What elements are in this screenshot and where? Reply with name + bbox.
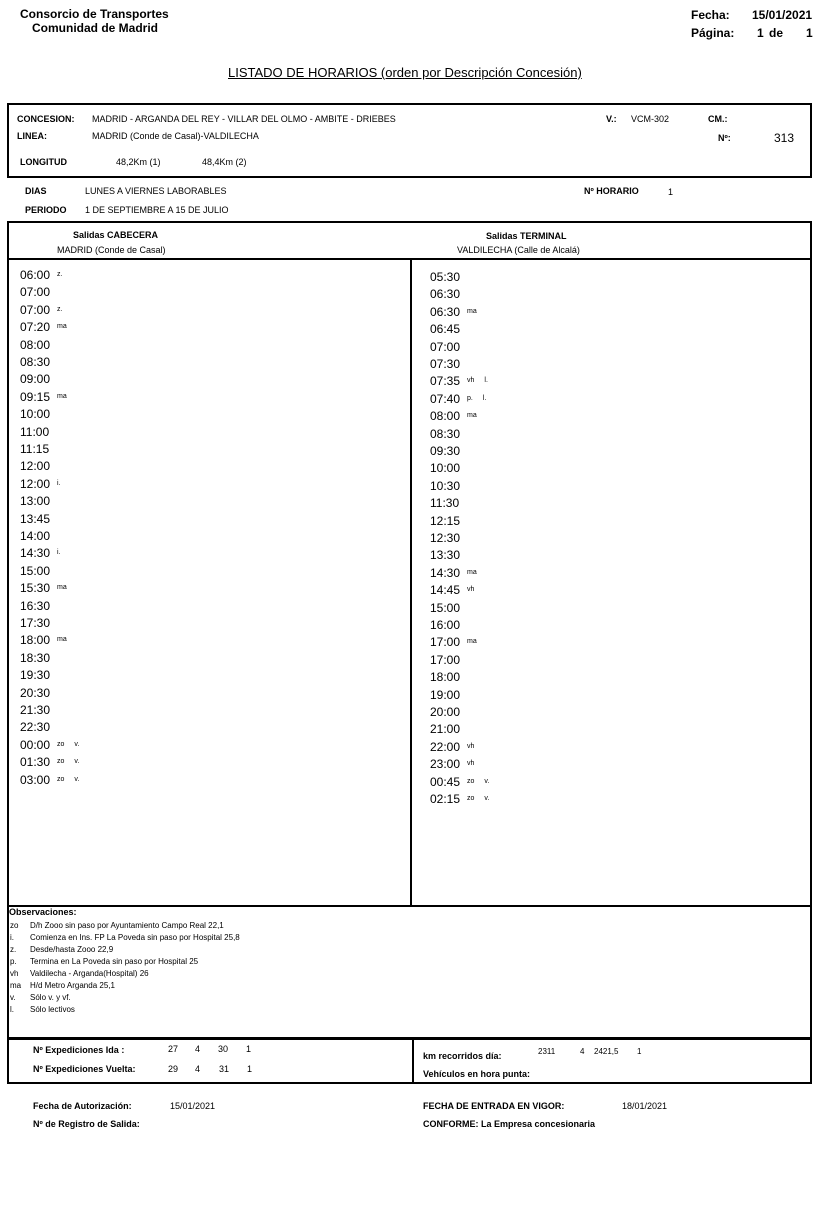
departure-time-row [20, 546, 71, 560]
departure-time: 10:00 [20, 407, 51, 422]
observacion-code: z. [10, 945, 17, 954]
departure-time-row [20, 407, 67, 421]
departure-time-row [430, 653, 477, 667]
departure-code: zo [467, 777, 475, 785]
dias-label: DIAS [25, 186, 47, 196]
departure-code: ma [57, 636, 67, 644]
departure-code: vh [467, 377, 475, 385]
departure-code: zo [57, 758, 65, 766]
departure-time-row [20, 651, 67, 665]
departure-note: l. [482, 394, 487, 402]
departure-time: 20:30 [20, 685, 51, 700]
departure-time: 15:00 [20, 563, 51, 578]
expediciones-box [7, 1038, 812, 1084]
departure-time-row [20, 285, 67, 299]
dias-value: LUNES A VIERNES LABORABLES [85, 186, 227, 196]
exp-vuelta-label: Nº Expediciones Vuelta: [33, 1064, 136, 1074]
departure-time-row [430, 601, 477, 615]
departure-time: 03:00 [20, 772, 51, 787]
departure-time-row [20, 338, 67, 352]
departure-time-row [20, 425, 67, 439]
fecha-label: Fecha: [691, 8, 730, 22]
departure-time-row [20, 686, 67, 700]
departure-code: ma [467, 638, 477, 646]
departure-note: v. [74, 758, 80, 766]
departure-time: 14:30 [430, 565, 461, 580]
departure-time-row [20, 512, 67, 526]
departure-time: 12:15 [430, 513, 461, 528]
departure-time-row [430, 444, 477, 458]
fecha-value: 15/01/2021 [752, 8, 813, 22]
departure-time: 06:45 [430, 322, 461, 337]
expediciones-divider [412, 1038, 414, 1084]
departure-time: 16:00 [430, 618, 461, 632]
departure-time-row [430, 287, 477, 301]
departure-time: 16:30 [20, 598, 51, 613]
observaciones-divider [7, 905, 812, 907]
departure-time-row [20, 738, 79, 752]
org-name-line1: Consorcio de Transportes [20, 7, 169, 21]
observacion-code: p. [10, 957, 17, 966]
n-value: 313 [774, 131, 795, 145]
departure-time-row [20, 320, 77, 334]
departure-time-row [430, 792, 489, 806]
departure-time-row [430, 566, 487, 580]
departure-code: p. [467, 394, 473, 402]
departure-time: 09:30 [430, 444, 461, 458]
observacion-text: Termina en La Poveda sin paso por Hospital 25 [30, 957, 199, 966]
longitud-label: LONGITUD [20, 157, 67, 167]
departure-code: ma [57, 323, 67, 331]
departure-time: 09:00 [20, 372, 51, 387]
observacion-item [10, 921, 224, 930]
departure-time-row [430, 705, 477, 719]
departure-time: 17:00 [430, 652, 461, 667]
departure-time-row [20, 668, 67, 682]
departure-time: 07:00 [20, 302, 51, 317]
departure-time-row [430, 670, 477, 684]
departure-time: 07:00 [430, 339, 461, 354]
departure-time: 06:30 [430, 287, 461, 302]
departure-time-row [20, 755, 79, 769]
departure-code: vh [467, 742, 475, 750]
departure-time: 07:35 [430, 374, 461, 389]
observacion-code: ma [10, 981, 22, 990]
departure-time: 11:30 [430, 496, 460, 511]
cabecera-place: MADRID (Conde de Casal) [57, 245, 166, 255]
fecha-vigor-value: 18/01/2021 [622, 1101, 668, 1111]
departure-time-row [20, 564, 67, 578]
departure-note: v. [484, 777, 490, 785]
pagina-total: 1 [806, 26, 813, 40]
linea-value: MADRID (Conde de Casal)-VALDILECHA [92, 131, 259, 141]
departure-time: 07:40 [430, 391, 461, 406]
departure-code: i. [57, 479, 61, 487]
fecha-autorizacion-label: Fecha de Autorización: [33, 1101, 132, 1111]
pagina-value: 1 [757, 26, 764, 40]
departure-code: ma [57, 392, 67, 400]
departure-code: ma [467, 568, 477, 576]
departure-time-row [430, 583, 484, 597]
conforme-label: CONFORME: La Empresa concesionaria [423, 1119, 596, 1129]
departure-time: 18:00 [20, 633, 51, 648]
exp-vuelta-1: 4 [195, 1064, 201, 1074]
concesion-label: CONCESION: [17, 114, 75, 124]
departure-time-row [20, 616, 67, 630]
km-1: 4 [580, 1047, 585, 1056]
observacion-item [10, 945, 113, 954]
departure-time: 21:30 [20, 703, 51, 717]
departure-code: z. [57, 305, 63, 313]
observacion-item [10, 957, 198, 966]
departure-time-row [20, 303, 72, 317]
departure-time-row [430, 618, 477, 632]
terminal-title: Salidas TERMINAL [486, 231, 567, 241]
km-2: 2421,5 [594, 1047, 619, 1056]
exp-ida-label: Nº Expediciones Ida : [33, 1045, 125, 1055]
departure-code: zo [467, 795, 475, 802]
departure-time-row [430, 775, 489, 789]
departure-note: v. [484, 795, 490, 802]
departure-time-row [430, 531, 477, 545]
cm-label: CM.: [708, 114, 728, 124]
v-label: V.: [606, 114, 617, 124]
departure-time: 08:30 [20, 355, 51, 369]
exp-ida-0: 27 [168, 1044, 179, 1054]
departure-time-row [20, 477, 71, 491]
departure-code: i. [57, 549, 61, 557]
periodo-value: 1 DE SEPTIEMBRE A 15 DE JULIO [85, 205, 229, 215]
departure-code: zo [57, 740, 65, 748]
departure-time-row [20, 268, 72, 282]
cabecera-title: Salidas CABECERA [73, 230, 159, 240]
departure-time-row [430, 635, 487, 649]
departure-time-row [430, 496, 477, 510]
departure-time: 17:30 [20, 616, 51, 630]
fecha-vigor-label: FECHA DE ENTRADA EN VIGOR: [423, 1101, 565, 1111]
observaciones-title: Observaciones: [9, 907, 77, 917]
observacion-text: Valdilecha - Arganda(Hospital) 26 [30, 969, 149, 978]
departure-time: 05:30 [430, 270, 461, 284]
observacion-text: Comienza en Ins. FP La Poveda sin paso por Hospital 25,8 [30, 933, 240, 942]
departure-time: 21:00 [430, 722, 461, 737]
departure-code: ma [467, 412, 477, 420]
departure-time-row [430, 322, 477, 336]
departure-time-row [430, 461, 477, 475]
pagina-de: de [769, 26, 784, 40]
periodo-label: PERIODO [25, 205, 67, 215]
departure-note: l. [484, 377, 488, 385]
observacion-code: vh [10, 969, 19, 978]
km-0: 2311 [538, 1047, 556, 1056]
departure-time-row [20, 720, 67, 734]
departure-time: 18:30 [20, 650, 51, 665]
n-label: Nº: [718, 133, 731, 143]
departure-time: 23:00 [430, 757, 461, 772]
departure-time-row [20, 494, 67, 508]
departure-time: 18:00 [430, 670, 461, 685]
observacion-code: l. [10, 1005, 14, 1014]
departure-time: 06:00 [20, 268, 51, 282]
departure-time-row [430, 740, 484, 754]
departure-time: 17:00 [430, 635, 461, 650]
departure-time-row [430, 427, 477, 441]
departure-code: vh [467, 760, 475, 768]
departure-time-row [20, 529, 67, 543]
departure-time-row [430, 479, 477, 493]
departure-time-row [20, 372, 67, 386]
departure-time: 19:00 [430, 687, 461, 702]
km-3: 1 [637, 1047, 642, 1056]
departure-time-row [430, 757, 484, 771]
departure-time: 22:00 [430, 739, 461, 754]
departure-time: 00:00 [20, 737, 51, 752]
linea-label: LINEA: [17, 131, 47, 141]
departure-time-row [430, 305, 487, 319]
departure-time: 22:30 [20, 720, 51, 735]
departure-time: 14:00 [20, 529, 51, 543]
org-name-line2: Comunidad de Madrid [32, 21, 158, 35]
observacion-item [10, 981, 115, 990]
departure-time: 06:30 [430, 304, 461, 319]
observacion-item [10, 993, 71, 1002]
observacion-code: zo [10, 921, 19, 930]
departure-time: 07:30 [430, 357, 461, 371]
v-value: VCM-302 [631, 114, 670, 124]
departure-time: 01:30 [20, 755, 51, 770]
departure-time: 19:30 [20, 668, 51, 683]
departure-time: 12:00 [20, 476, 51, 491]
departure-time: 12:30 [430, 531, 461, 545]
departure-time-row [20, 390, 77, 404]
schedule-column-divider [410, 258, 412, 906]
observacion-code: i. [10, 933, 14, 942]
exp-ida-1: 4 [195, 1044, 201, 1054]
observacion-text: Sólo v. y vf. [30, 993, 71, 1002]
registro-salida-label: Nº de Registro de Salida: [33, 1119, 140, 1129]
km-label: km recorridos día: [423, 1051, 502, 1061]
departure-time-row [430, 357, 477, 371]
departure-time: 02:15 [430, 792, 461, 806]
departure-code: ma [57, 584, 67, 592]
departure-time: 11:00 [20, 424, 50, 439]
observacion-text: D/h Zooo sin paso por Ayuntamiento Campo Real 22,1 [30, 921, 224, 930]
vehiculos-label: Vehículos en hora punta: [423, 1069, 531, 1079]
departure-code: vh [467, 586, 475, 594]
departure-time-row [430, 409, 487, 423]
exp-ida-2: 30 [218, 1044, 229, 1054]
departure-time: 09:15 [20, 389, 51, 404]
observacion-text: H/d Metro Arganda 25,1 [30, 981, 115, 990]
departure-time-row [20, 459, 67, 473]
observacion-code: v. [10, 993, 16, 1002]
departure-time-row [430, 340, 477, 354]
departure-time: 08:00 [20, 337, 51, 352]
departure-time: 00:45 [430, 774, 461, 789]
observacion-text: Desde/hasta Zooo 22,9 [30, 945, 114, 954]
departure-time: 08:30 [430, 426, 461, 441]
departure-time: 10:00 [430, 461, 461, 476]
observacion-text: Sólo lectivos [30, 1005, 75, 1014]
longitud-2: 48,4Km (2) [202, 157, 247, 167]
exp-vuelta-0: 29 [168, 1064, 179, 1074]
departure-time-row [430, 514, 477, 528]
exp-vuelta-2: 31 [219, 1064, 230, 1074]
departure-time-row [20, 703, 67, 717]
n-horario-value: 1 [668, 187, 674, 197]
observacion-item [10, 1005, 75, 1014]
departure-time-row [430, 392, 486, 406]
exp-vuelta-3: 1 [247, 1064, 253, 1074]
departure-time-row [20, 599, 67, 613]
pagina-label: Página: [691, 26, 735, 40]
terminal-place: VALDILECHA (Calle de Alcalá) [457, 245, 580, 255]
departure-time-row [430, 722, 477, 736]
fecha-autorizacion-value: 15/01/2021 [170, 1101, 216, 1111]
departure-time-row [20, 581, 77, 595]
departure-time: 20:00 [430, 705, 461, 719]
departure-code: zo [57, 775, 65, 783]
departure-code: z. [57, 271, 63, 278]
departure-time: 15:30 [20, 581, 51, 596]
departure-time: 14:45 [430, 583, 461, 598]
observacion-item [10, 969, 149, 978]
observacion-item [10, 933, 240, 942]
departure-note: v. [74, 740, 80, 748]
departure-time: 07:00 [20, 285, 51, 300]
departure-time-row [430, 374, 488, 388]
page-title: LISTADO DE HORARIOS (orden por Descripción Concesión) [228, 65, 582, 80]
departure-time-row [430, 548, 477, 562]
exp-ida-3: 1 [246, 1044, 252, 1054]
departure-time: 15:00 [430, 600, 461, 615]
departure-time: 13:30 [430, 548, 461, 563]
departure-time-row [430, 688, 477, 702]
departure-time: 12:00 [20, 459, 51, 474]
departure-time-row [20, 773, 79, 787]
concesion-value: MADRID - ARGANDA DEL REY - VILLAR DEL OLMO - AMBITE - DRIEBES [92, 114, 396, 124]
departure-code: ma [467, 307, 477, 315]
departure-time-row [20, 442, 67, 456]
departure-time: 10:30 [430, 478, 461, 493]
departure-time: 14:30 [20, 546, 51, 561]
departure-note: v. [74, 775, 80, 783]
departure-time: 11:15 [20, 442, 50, 456]
departure-time-row [20, 355, 67, 369]
departure-time: 13:45 [20, 511, 51, 526]
departure-time-row [430, 270, 477, 284]
departure-time: 13:00 [20, 494, 51, 509]
n-horario-label: Nº HORARIO [584, 186, 639, 196]
departure-time: 08:00 [430, 409, 461, 424]
departure-time: 07:20 [20, 320, 51, 335]
longitud-1: 48,2Km (1) [116, 157, 161, 167]
departure-time-row [20, 633, 77, 647]
